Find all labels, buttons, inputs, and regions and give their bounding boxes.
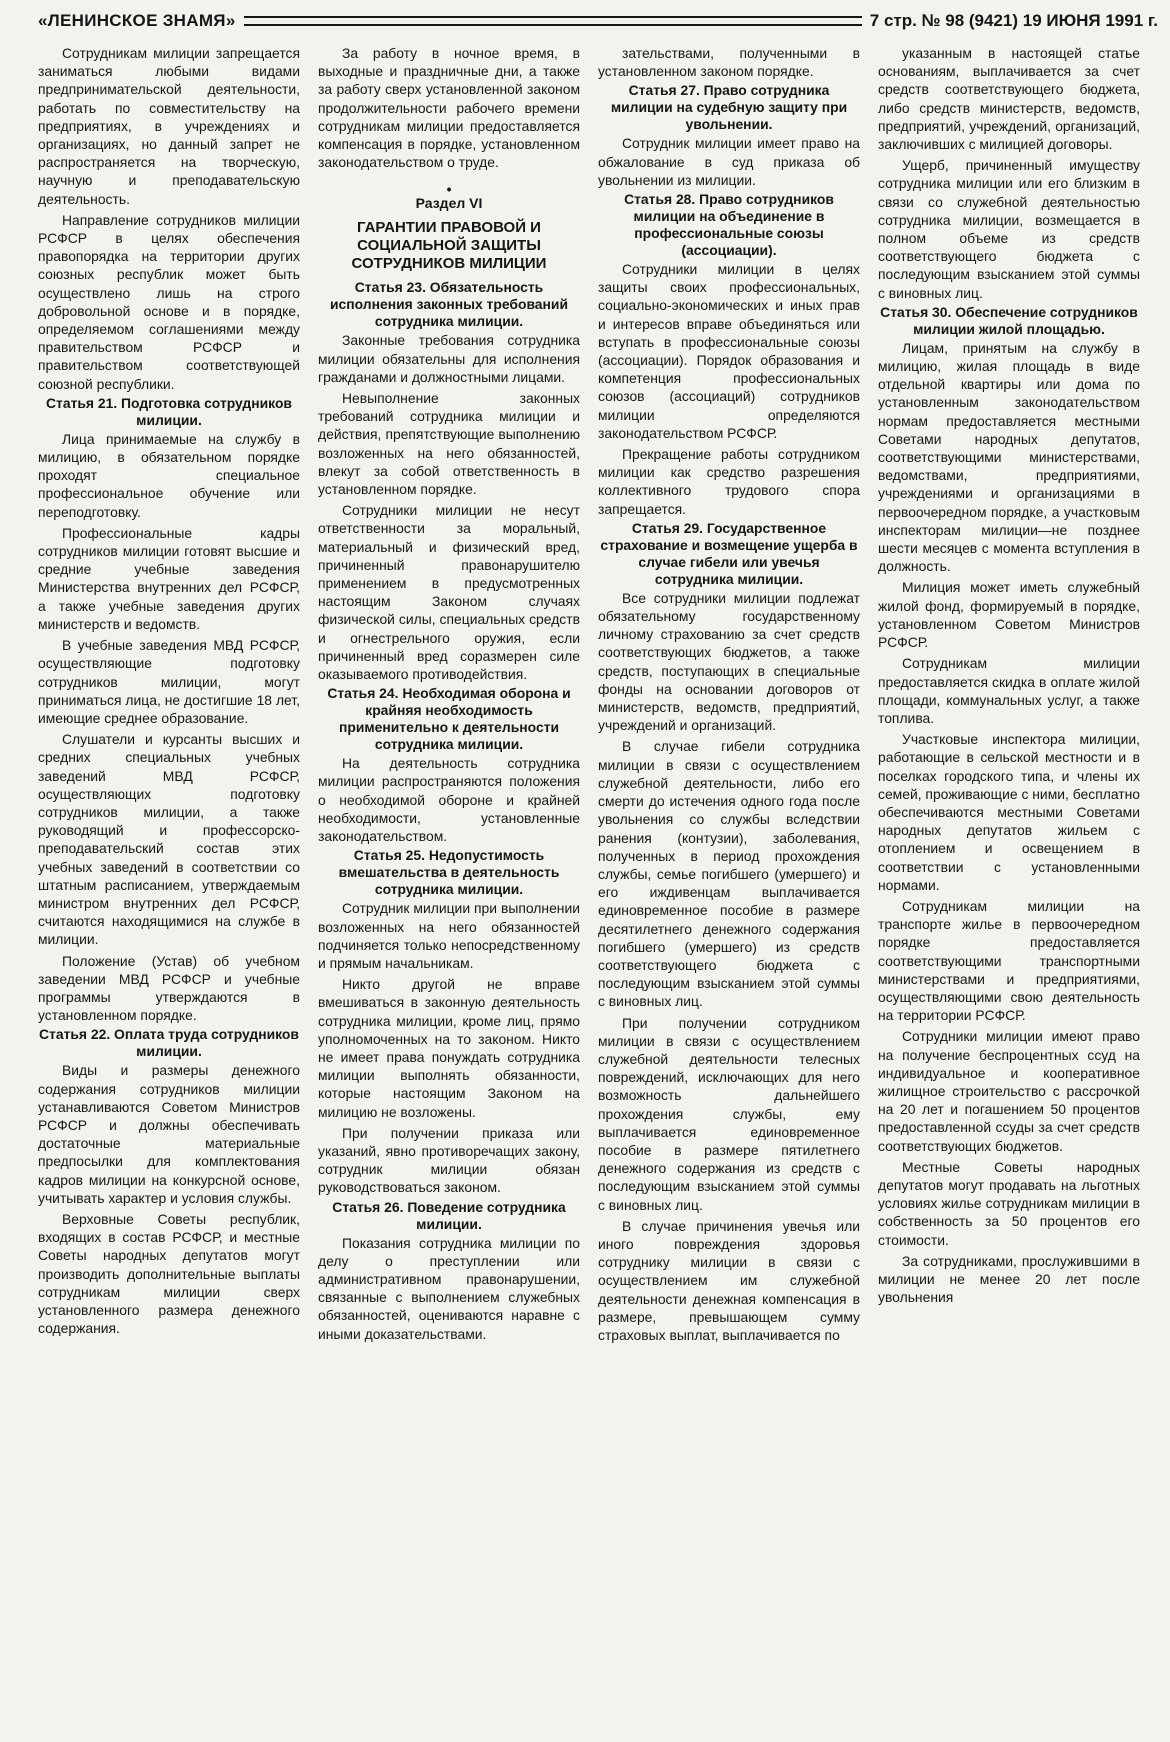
article-heading: Статья 23. Обязательность исполнения законных требований сотрудника милиции. [330, 279, 568, 330]
paragraph: Сотрудник милиции при выполнении возложенных на него обязанностей подчиняется только непосредственному и прямым начальникам. [318, 900, 580, 971]
paragraph: Верховные Советы республик, входящих в состав РСФСР, и местные Советы народных депутатов могут производить дополнительные выплаты сотрудникам милиции сверх установленного размера денежного содержания. [38, 1210, 300, 1337]
paragraph: В случае причинения увечья или иного повреждения здоровья сотруднику милиции в связи с осуществлением им служебной деятельности денежная компенсация в размере, превышающем сумму страховых выплат, выплачивается по [598, 1217, 860, 1343]
paragraph: Законные требования сотрудника милиции обязательны для исполнения гражданами и должностными лицами. [318, 332, 580, 385]
paragraph: Виды и размеры денежного содержания сотрудников милиции устанавливаются Советом Министров РСФСР и должны обеспечивать достаточные материальные предпосылки для комплектования кадров милиции на конкурсной основе, учитывать характер и условия службы. [38, 1062, 300, 1206]
paragraph: Лица принимаемые на службу в милицию, в обязательном порядке проходят специальное профессиональное обучение или переподготовку. [38, 430, 300, 520]
paragraph: Профессиональные кадры сотрудников милиции готовят высшие и средние учебные заведения Министерства внутренних дел РСФСР, а также учебные заведения других министерств и ведомств. [38, 524, 300, 632]
paragraph: Милиция может иметь служебный жилой фонд, формируемый в порядке, установленном Советом Министров РСФСР. [878, 579, 1140, 651]
paragraph: Никто другой не вправе вмешиваться в законную деятельность сотрудника милиции, кроме лиц, прямо уполномоченных на то законом. Никто не имеет права понуждать сотрудника милиции выполнять обязанности, которые настоящим Законом на милицию не возложены. [318, 976, 580, 1120]
section-number: Раздел VI [415, 195, 483, 212]
paragraph: Сотрудники милиции не несут ответственности за моральный, материальный и физический вред, причиненный правонарушителю применением в предусмотренных настоящим Законом случаях физической силы, специальных средств и огнестрельного оружия, если причиненный вред соразмерен силе оказываемого противодействия. [318, 502, 580, 683]
article-heading: Статья 27. Право сотрудника милиции на судебную защиту при увольнении. [610, 82, 848, 133]
paragraph: Сотрудникам милиции на транспорте жилье в первоочередном порядке предоставляется соответствующими транспортными министерствами и предприятиями, осуществляющими свою деятельность на территории РСФСР. [878, 897, 1140, 1024]
paragraph: Ущерб, причиненный имуществу сотрудника милиции или его близким в связи со служебной деятельностью сотрудника милиции, возмещается в полном объеме из средств соответствующего бюджета с последующим взысканием этой суммы с виновных лиц. [878, 157, 1140, 301]
column-1 [38, 44, 300, 1344]
paragraph: Сотрудники милиции имеют право на получение беспроцентных ссуд на индивидуальное и кооперативное жилищное строительство с рассрочкой на 20 лет и погашением 50 процентов предоставленной ссуды за счет средств соответствующих бюджетов. [878, 1028, 1140, 1154]
issue-line: 7 стр. № 98 (9421) 19 ИЮНЯ 1991 г. [869, 11, 1158, 30]
paragraph: Показания сотрудника милиции по делу о преступлении или административном правонарушении, связанные с выполнением служебных обязанностей, оцениваются наравне с иными доказательствами. [318, 1234, 580, 1342]
masthead-rule [244, 16, 862, 26]
paragraph: Сотрудники милиции в целях защиты своих профессиональных, социально-экономических и иных прав и интересов вправе объединяться или вступать в профессиональные союзы (ассоциации). Порядок образования и компетенция профессиональных союзов (ассоциаций) сотрудников милиции определяются законодательством РСФСР. [598, 261, 860, 441]
paragraph: Невыполнение законных требований сотрудника милиции и действия, препятствующие выполнению возложенных на него обязанностей, влекут за собой ответственность в установленном порядке. [318, 390, 580, 498]
article-heading: Статья 22. Оплата труда сотрудников милиции. [39, 1026, 299, 1060]
column-2 [318, 44, 580, 1344]
paragraph: В случае гибели сотрудника милиции в связи с осуществлением служебной деятельности, либо его смерти до истечения одного года после увольнения со службы вследствии ранения (контузии), заболевания, полученных в период прохождения службы, семье погибшего (умершего) и его иждивенцам выплачивается единовременное пособие в размере десятилетнего денежного содержания погибшего (умершего) из средств соответствующего бюджета с последующим взысканием этой суммы с виновных лиц. [598, 738, 860, 1010]
paragraph: указанным в настоящей статье основаниям, выплачивается за счет средств соответствующего бюджета, либо средств министерств, ведомств, предприятий, учреждений, организаций, заключивших с милицией договоры. [878, 45, 1140, 153]
paragraph: Положение (Устав) об учебном заведении МВД РСФСР и учебные программы утверждаются в установленном порядке. [38, 952, 300, 1024]
masthead [38, 8, 1158, 34]
paragraph: Сотрудникам милиции запрещается заниматься любыми видами предпринимательской деятельности, работать по совместительству на предприятиях, в учреждениях и организациях, но данный запрет не распространяется на творческую, научную и преподавательскую деятельность. [38, 45, 300, 207]
paragraph: За работу в ночное время, в выходные и праздничные дни, а также за работу сверх установленной законом продолжительности рабочего времени сотрудникам милиции предоставляется компенсация в порядке, установленном законодательством о труде. [318, 45, 580, 171]
paragraph: зательствами, полученными в установленном законом порядке. [598, 45, 860, 80]
paragraph: Лицам, принятым на службу в милицию, жилая площадь в виде отдельной квартиры или дома по установленным законодательством нормам предоставляется местными Советами народных депутатов, соответствующими министерствами, ведомствами, предприятиями, учреждениями и организациями в первоочередном порядке, а участковым инспекторам милиции—не позднее шести месяцев с момента вступления в должность. [878, 339, 1140, 575]
article-heading: Статья 28. Право сотрудников милиции на объединение в профессиональные союзы (ассоциации). [624, 191, 834, 259]
section-divider-dot: • [446, 181, 452, 198]
article-columns [38, 44, 1158, 1344]
paragraph: Все сотрудники милиции подлежат обязательному государственному личному страхованию за счет средств соответствующих бюджетов, а также средств, поступающих в специальные фонды на основании договоров от министерств, ведомств, предприятий, учреждений и организаций. [598, 589, 860, 734]
article-heading: Статья 29. Государственное страхование и возмещение ущерба в случае гибели или увечья сотрудника милиции. [600, 519, 858, 587]
section-heading [318, 181, 580, 273]
paragraph: Участковые инспектора милиции, работающие в сельской местности и в поселках городского типа, и члены их семей, проживающие с ними, бесплатно обеспечиваются местными Советами народных депутатов жильем с отоплением и освещением в соответствии с установленными нормами. [878, 731, 1140, 893]
paragraph: На деятельность сотрудника милиции распространяются положения о необходимой обороне и крайней необходимости, установленные законодательством. [318, 755, 580, 845]
paragraph: В учебные заведения МВД РСФСР, осуществляющие подготовку сотрудников милиции, могут приниматься лица, не достигшие 18 лет, имеющие среднее образование. [38, 637, 300, 726]
newspaper-name: «ЛЕНИНСКОЕ ЗНАМЯ» [38, 11, 236, 30]
column-3 [598, 44, 860, 1344]
article-heading: Статья 21. Подготовка сотрудников милиции. [46, 394, 292, 428]
paragraph: За сотрудниками, прослужившими в милиции не менее 20 лет после увольнения [878, 1252, 1140, 1306]
paragraph: Местные Советы народных депутатов могут продавать на льготных условиях жилье сотрудникам милиции в собственность за 50 процентов его стоимости. [878, 1158, 1140, 1248]
paragraph: Слушатели и курсанты высших и средних специальных учебных заведений МВД РСФСР, осуществляющих подготовку сотрудников милиции, а также руководящий и профессорско-преподавательский состав этих учебных заведений в соответствии со штатным расписанием, утверждаемым министром внутренних дел РСФСР, считаются находящимися на службе в милиции. [38, 731, 300, 948]
paragraph: При получении приказа или указаний, явно противоречащих закону, сотрудник милиции обязан руководствоваться законом. [318, 1124, 580, 1196]
article-heading: Статья 30. Обеспечение сотрудников милиции жилой площадью. [880, 303, 1138, 337]
article-heading: Статья 24. Необходимая оборона и крайняя необходимость применительно к деятельности сотрудника милиции. [327, 685, 571, 753]
paragraph: Направление сотрудников милиции РСФСР в целях обеспечения правопорядка на территории других союзных республик может быть осуществлено лишь на строго добровольной основе и в порядке, определяемом соглашениями между правительством РСФСР и правительством соответствующей союзной республики. [38, 211, 300, 392]
article-heading: Статья 26. Поведение сотрудника милиции. [332, 1198, 566, 1232]
paragraph: Сотрудник милиции имеет право на обжалование в суд приказа об увольнении из милиции. [598, 135, 860, 188]
paragraph: Сотрудникам милиции предоставляется скидка в оплате жилой площади, коммунальных услуг, а также топлива. [878, 655, 1140, 726]
paragraph: Прекращение работы сотрудником милиции как средство разрешения коллективного трудового спора запрещается. [598, 446, 860, 517]
article-heading: Статья 25. Недопустимость вмешательства в деятельность сотрудника милиции. [338, 847, 560, 898]
paragraph: При получении сотрудником милиции в связи с осуществлением служебной деятельности телесных повреждений, исключающих для него возможность дальнейшего прохождения службы, ему выплачивается единовременное пособие в размере пятилетнего денежного содержания из средств с последующим взысканием этой суммы с виновных лиц. [598, 1014, 860, 1213]
column-4 [878, 44, 1140, 1344]
section-title: ГАРАНТИИ ПРАВОВОЙ И СОЦИАЛЬНОЙ ЗАЩИТЫ СОТРУДНИКОВ МИЛИЦИИ [351, 219, 547, 273]
